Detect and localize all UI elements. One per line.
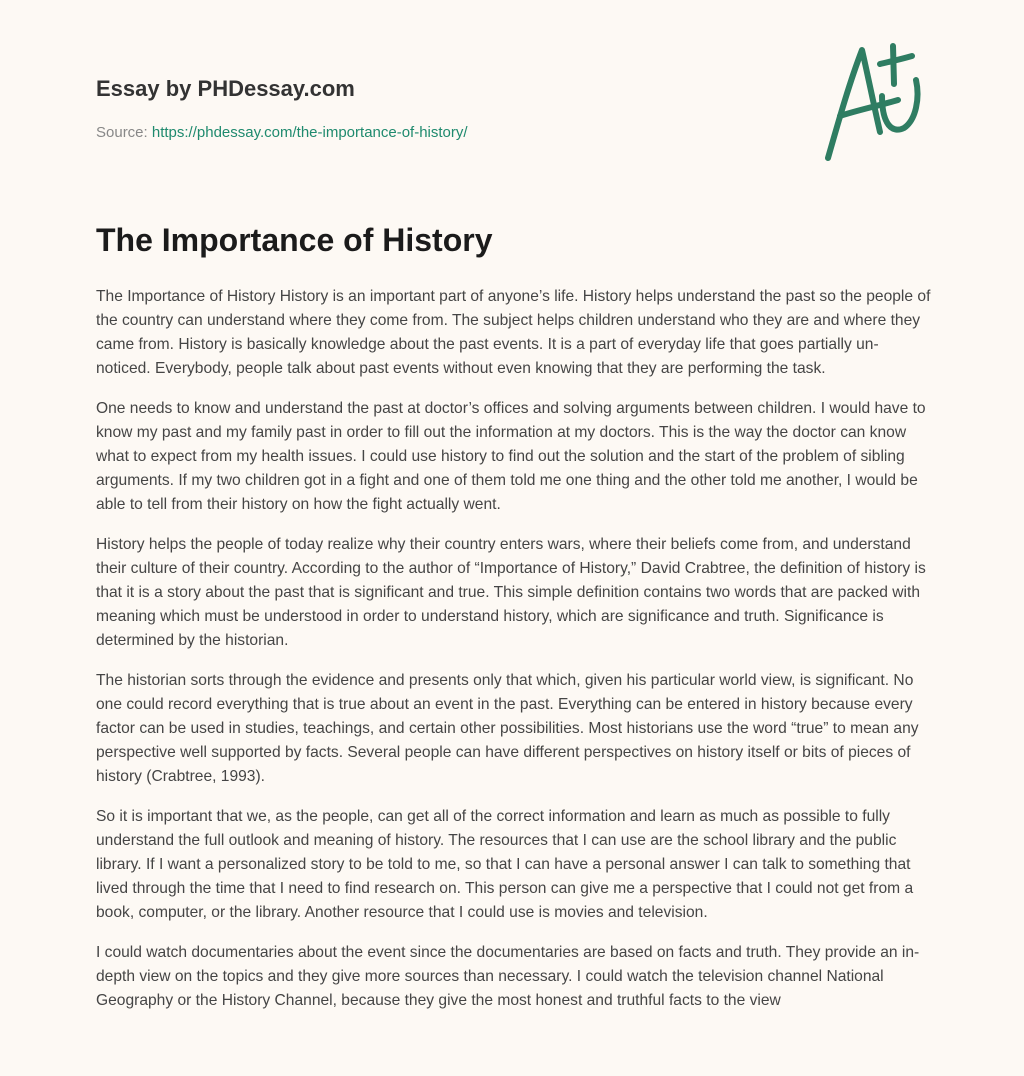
- paragraph: One needs to know and understand the past at doctor’s offices and solving arguments between children. I would have to know my past and my family past in order to fill out the information at my doctors. This is the way the doctor can know what to expect from my health issues. I could use history to find out the solution and the start of the problem of sibling arguments. If my two children got in a fight and one of them told me one thing and the other told me another, I would be able to tell from their history on how the fight actually went.: [96, 400, 926, 513]
- essay-title: The Importance of History: [96, 222, 493, 258]
- paragraph: History helps the people of today realize why their country enters wars, where their beliefs come from, and understand their culture of their country. According to the author of “Importance of History,” David Crabtree, the definition of history is that it is a story about the past that is significant and true. This simple definition contains two words that are packed with meaning which must be understood in order to understand history, which are significance and truth. Significance is determined by the historian.: [96, 536, 926, 649]
- source-label: Source:: [96, 124, 148, 141]
- source-line: [96, 124, 468, 141]
- brand-title: Essay by PHDessay.com: [96, 76, 355, 101]
- header: [96, 76, 355, 102]
- paragraph: I could watch documentaries about the event since the documentaries are based on facts and truth. They provide an in-depth view on the topics and they give more sources than necessary. I could watch the television channel National Geography or the History Channel, because they give the most honest and truthful facts to the view: [96, 944, 920, 1009]
- essay-body: [96, 285, 931, 1029]
- paragraph: So it is important that we, as the people, can get all of the correct information and learn as much as possible to fully understand the full outlook and meaning of history. The resources that I can use are the school library and the public library. If I want a personalized story to be told to me, so that I can have a personal answer I can talk to something that lived through the time that I need to find research on. This person can give me a perspective that I could not get from a book, computer, or the library. Another resource that I could use is movies and television.: [96, 808, 914, 921]
- source-link[interactable]: https://phdessay.com/the-importance-of-history/: [151, 124, 468, 141]
- paragraph: The historian sorts through the evidence and presents only that which, given his particular world view, is significant. No one could record everything that is true about an event in the past. Everything can be entered in history because every factor can be used in studies, teachings, and certain other possibilities. Most historians use the word “true” to mean any perspective well supported by facts. Several people can have different perspectives on history itself or bits of pieces of history (Crabtree, 1993).: [96, 672, 919, 785]
- a-plus-logo-icon: [818, 36, 928, 166]
- paragraph: The Importance of History History is an important part of anyone’s life. History helps understand the past so the people of the country can understand where they come from. The subject helps children understand who they are and where they came from. History is basically knowledge about the past events. It is a part of everyday life that goes partially un-noticed. Everybody, people talk about past events without even knowing that they are performing the task.: [96, 288, 931, 377]
